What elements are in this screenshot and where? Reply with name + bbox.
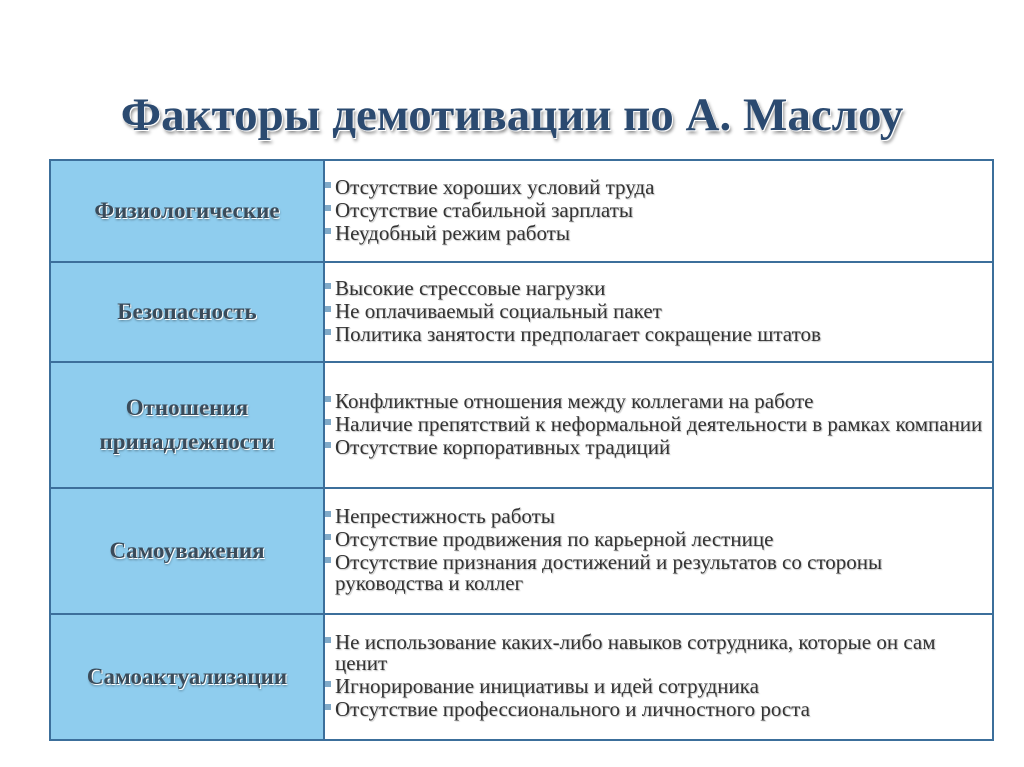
list-item: Политика занятости предполагает сокращение штатов: [325, 324, 992, 345]
list-item: Непрестижность работы: [325, 506, 992, 527]
square-bullet-icon: [325, 182, 331, 188]
table-row: [50, 488, 993, 614]
category-label: Безопасность: [117, 299, 257, 324]
category-cell: [50, 614, 324, 740]
list-item: Не оплачиваемый социальный пакет: [325, 301, 992, 322]
table-row: [50, 160, 993, 262]
factor-list: [325, 174, 992, 245]
list-item: Наличие препятствий к неформальной деятельности в рамках компании: [325, 414, 992, 435]
square-bullet-icon: [325, 396, 331, 402]
factor-list: [325, 506, 992, 594]
table-row: [50, 614, 993, 740]
category-cell: [50, 262, 324, 362]
table-row: [50, 362, 993, 488]
list-item: Отсутствие корпоративных традиций: [325, 437, 992, 458]
square-bullet-icon: [325, 534, 331, 540]
list-item: Отсутствие признания достижений и результатов со стороны руководства и коллег: [325, 552, 992, 594]
list-item: Игнорирование инициативы и идей сотрудника: [325, 676, 992, 697]
category-cell: [50, 362, 324, 488]
items-cell: [324, 262, 993, 362]
square-bullet-icon: [325, 228, 331, 234]
factor-list: [325, 388, 992, 459]
list-item: Отсутствие продвижения по карьерной лестнице: [325, 529, 992, 550]
items-cell: [324, 362, 993, 488]
page-title: Факторы демотивации по А. Маслоу: [120, 89, 904, 141]
items-cell: [324, 614, 993, 740]
table-row: [50, 262, 993, 362]
category-cell: [50, 488, 324, 614]
square-bullet-icon: [325, 205, 331, 211]
list-item: Конфликтные отношения между коллегами на работе: [325, 391, 992, 412]
category-label: Самоактуализации: [86, 664, 288, 689]
square-bullet-icon: [325, 442, 331, 448]
list-item: Отсутствие профессионального и личностного роста: [325, 699, 992, 720]
factor-list: [325, 275, 992, 346]
square-bullet-icon: [325, 637, 331, 643]
list-item: Неудобный режим работы: [325, 223, 992, 244]
square-bullet-icon: [325, 283, 331, 289]
items-cell: [324, 488, 993, 614]
square-bullet-icon: [325, 329, 331, 335]
list-item: Не использование каких-либо навыков сотрудника, которые он сам ценит: [325, 632, 992, 674]
category-label: Отношения принадлежности: [99, 395, 275, 454]
list-item: Высокие стрессовые нагрузки: [325, 278, 992, 299]
square-bullet-icon: [325, 306, 331, 312]
category-label: Физиологические: [94, 198, 280, 223]
list-item: Отсутствие стабильной зарплаты: [325, 200, 992, 221]
factor-list: [325, 632, 992, 720]
list-item: Отсутствие хороших условий труда: [325, 177, 992, 198]
category-cell: [50, 160, 324, 262]
square-bullet-icon: [325, 704, 331, 710]
square-bullet-icon: [325, 681, 331, 687]
demotivation-table: [49, 159, 994, 741]
category-label: Самоуважения: [109, 538, 265, 563]
square-bullet-icon: [325, 511, 331, 517]
square-bullet-icon: [325, 557, 331, 563]
items-cell: [324, 160, 993, 262]
square-bullet-icon: [325, 419, 331, 425]
